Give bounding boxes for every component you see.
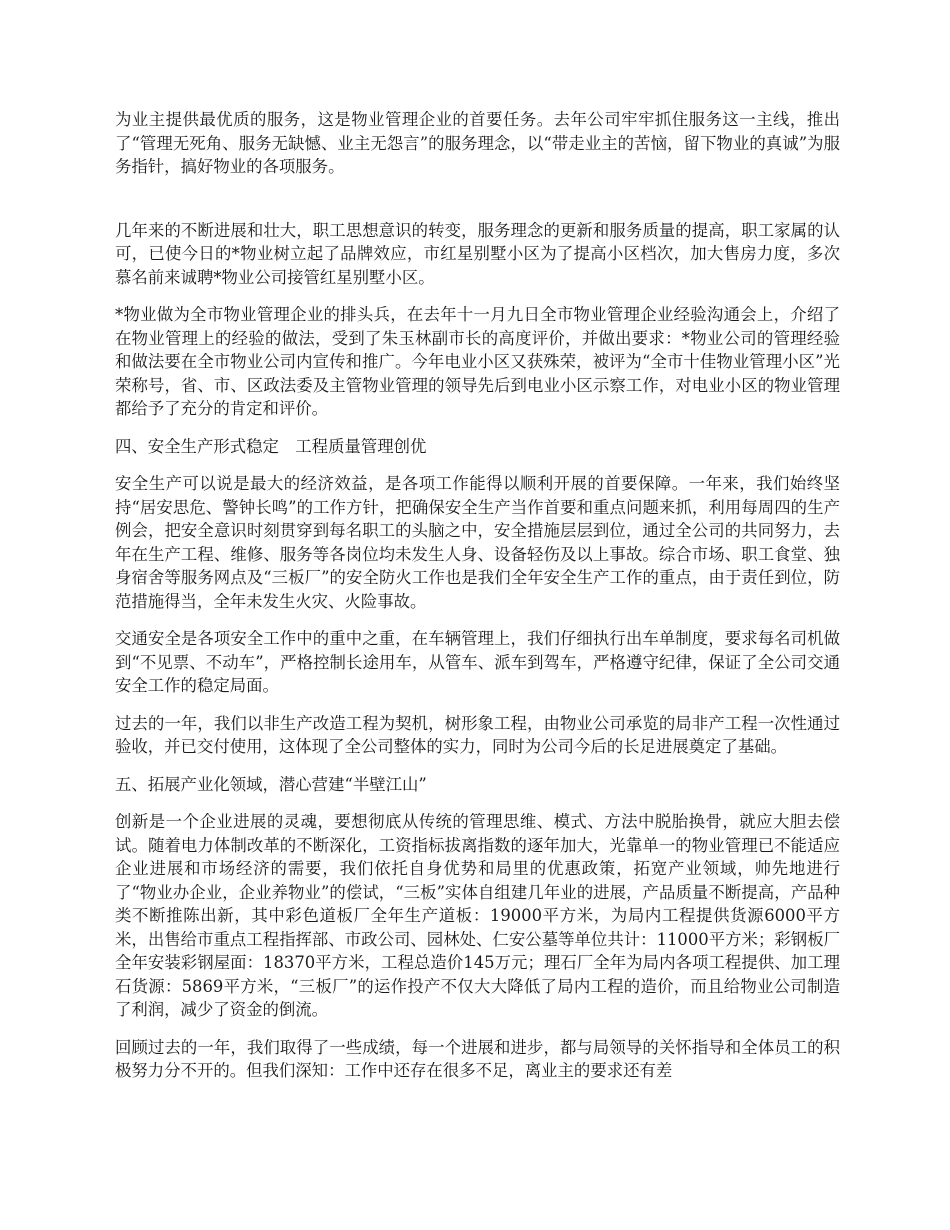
paragraph-leading-enterprise: *物业做为全市物业管理企业的排头兵，在去年十一月九日全市物业管理企业经验沟通会上，介绍了在物业管理上的经验的做法，受到了朱玉林副市长的高度评价，并做出要求：*物业公司的管理经验和做法要在全市物业公司内宣传和推广。今年电业小区又获殊荣，被评为“全市十佳物业管理小区”光荣称号，省、市、区政法委及主管物业管理的领导先后到电业小区示察工作，对电业小区的物业管理都给予了充分的肯定和评价。 bbox=[115, 305, 840, 418]
section-heading-industry: 五、拓展产业化领域，潜心营建“半壁江山” bbox=[115, 774, 427, 794]
document-body bbox=[115, 108, 840, 1097]
paragraph-traffic-safety: 交通安全是各项安全工作中的重中之重，在车辆管理上，我们仔细执行出车单制度，要求每名司机做到“不见票、不动车”，严格控制长途用车，从管车、派车到驾车，严格遵守纪律，保证了全公司交通安全工作的稳定局面。 bbox=[115, 629, 840, 695]
section-heading-safety: 四、安全生产形式稳定 工程质量管理创优 bbox=[115, 436, 427, 456]
paragraph-service: 为业主提供最优质的服务，这是物业管理企业的首要任务。去年公司牢牢抓住服务这一主线，推出了“管理无死角、服务无缺憾、业主无怨言”的服务理念，以“带走业主的苦恼，留下物业的真诚”为服务指针，搞好物业的各项服务。 bbox=[115, 110, 840, 176]
paragraph-growth: 几年来的不断进展和壮大，职工思想意识的转变，服务理念的更新和服务质量的提高，职工家属的认可，已使今日的*物业树立起了品牌效应，市红星别墅小区为了提高小区档次，加大售房力度，多次慕名前来诚聘*物业公司接管红星别墅小区。 bbox=[115, 220, 840, 287]
paragraph-innovation: 创新是一个企业进展的灵魂，要想彻底从传统的管理思维、模式、方法中脱胎换骨，就应大胆去偿试。随着电力体制改革的不断深化，工资指标拔离指数的逐年加大，光靠单一的物业管理已不能适应企业进展和市场经济的需要，我们依托自身优势和局里的优惠政策，拓宽产业领域，帅先地进行了“物业办企业，企业养物业”的偿试，“三板”实体自组建几年业的进展，产品质量不断提高，产品种类不断推陈出新，其中彩色道板厂全年生产道板：19000平方米，为局内工程提供货源6000平方米，出售给市重点工程指挥部、市政公司、园林处、仁安公墓等单位共计：11000平方米；彩钢板厂全年安装彩钢屋面：18370平方米，工程总造价145万元；理石厂全年为局内各项工程提供、加工理石货源：5869平方米，“三板厂”的运作投产不仅大大降低了局内工程的造价，而且给物业公司制造了利润，减少了资金的倒流。 bbox=[115, 812, 840, 1019]
paragraph-engineering: 过去的一年，我们以非生产改造工程为契机，树形象工程，由物业公司承览的局非产工程一次性通过验收，并已交付使用，这体现了全公司整体的实力，同时为公司今后的长足进展奠定了基础。 bbox=[115, 713, 840, 756]
paragraph-safety: 安全生产可以说是最大的经济效益，是各项工作能得以顺利开展的首要保障。一年来，我们始终坚持“居安思危、警钟长鸣”的工作方针，把确保安全生产当作首要和重点问题来抓，利用每周四的生产例会，把安全意识时刻贯穿到每名职工的头脑之中，安全措施层层到位，通过全公司的共同努力，去年在生产工程、维修、服务等各岗位均未发生人身、设备轻伤及以上事故。综合市场、职工食堂、独身宿舍等服务网点及“三板厂”的安全防火工作也是我们全年安全生产工作的重点，由于责任到位，防范措施得当，全年未发生火灾、火险事故。 bbox=[115, 474, 840, 611]
paragraph-review: 回顾过去的一年，我们取得了一些成绩，每一个进展和进步，都与局领导的关怀指导和全体员工的积极努力分不开的。但我们深知：工作中还存在很多不足，离业主的要求还有差 bbox=[115, 1037, 840, 1080]
